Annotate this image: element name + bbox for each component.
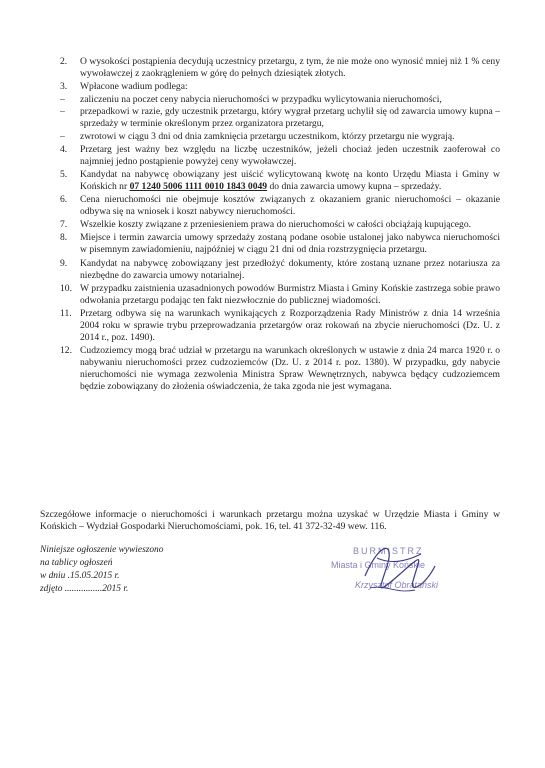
notice-line: na tablicy ogłoszeń xyxy=(40,558,113,568)
conditions-list xyxy=(60,56,500,395)
contact-information: Szczegółowe informacje o nieruchomości i warunkach przetargu można uzyskać w Urzędzie Miasta i Gminy w Końskich – Wydział Gospodarki Nieruchomościami, pok. 16, tel. 41 372-32-49 wew. 116. xyxy=(40,509,500,533)
official-stamp xyxy=(325,536,455,606)
dash-item: – zwrotowi w ciągu 3 dni od dnia zamknięcia przetargu uczestnikom, którzy przetargu nie wygrają. xyxy=(60,130,455,142)
stamp-title: BURMISTRZ xyxy=(353,546,424,556)
list-item: 11. Przetarg odbywa się na warunkach wynikających z Rozporządzenia Rady Ministrów z dnia 14 września 2004 roku w sprawie trybu przeprowadzania przetargów oraz rokowań na zbycie nieruchomości (Dz. U. z 2014 r., poz. 1490). xyxy=(60,307,500,344)
dash-item: – zaliczeniu na poczet ceny nabycia nieruchomości w przypadku wylicytowania nieruchomości, xyxy=(60,94,442,106)
signature-icon xyxy=(325,536,455,606)
list-item: 7. Wszelkie koszty związane z przeniesieniem prawa do nieruchomości w całości obciążają kupującego. xyxy=(60,219,472,231)
list-item: 9. Kandydat na nabywcę zobowiązany jest przedłożyć dokumenty, które zostaną uznane przez notariusza za niezbędne do zawarcia umowy notarialnej. xyxy=(60,257,500,281)
list-item: 2. O wysokości postąpienia decydują uczestnicy przetargu, z tym, że nie może ono wynosić mniej niż 1 % ceny wywoławczej z zaokrągleniem w górę do pełnych dziesiątek złotych. xyxy=(60,56,500,80)
list-item: 12. Cudzoziemcy mogą brać udział w przetargu na warunkach określonych w ustawie z dnia 24 marca 1920 r. o nabywaniu nieruchomości przez cudzoziemców (Dz. U. z 2014 r. poz. 1380). W przypadku, gdy nabycie nieruchomości nie wymaga zezwolenia Ministra Spraw Wewnętrznych, nabywca będący cudzoziemcem będzie zobowiązany do złożenia oświadczenia, że taka zgoda nie jest wymagana. xyxy=(60,345,500,393)
wadium-dash-list xyxy=(60,94,500,142)
posting-notice xyxy=(40,544,163,596)
notice-line: Niniejsze ogłoszenie wywieszono xyxy=(40,545,164,555)
bank-account-number: 07 1240 5006 1111 0010 1843 0049 xyxy=(129,180,268,192)
list-item: 6. Cena nieruchomości nie obejmuje kosztów związanych z okazaniem granic nieruchomości – okazanie odbywa się na wniosek i koszt nabywcy nieruchomości. xyxy=(60,194,500,218)
list-item: 10. W przypadku zaistnienia uzasadnionych powodów Burmistrz Miasta i Gminy Końskie zastrzega sobie prawo odwołania przetargu podając ten fakt niezwłocznie do publicznej wiadomości. xyxy=(60,282,500,306)
stamp-office: Miasta i Gminy Końskie xyxy=(331,560,426,570)
stamp-name: Krzysztof Obratański xyxy=(355,580,439,590)
list-item: 8. Miejsce i termin zawarcia umowy sprzedaży zostaną podane osobie ustalonej jako nabywca nieruchomości w pisemnym zawiadomieniu, najpóźniej w ciągu 21 dni od dnia rozstrzygnięcia przetargu. xyxy=(60,232,500,256)
list-item: 5. Kandydat na nabywcę obowiązany jest uiścić wylicytowaną kwotę na konto Urzędu Miasta i Gminy w Końskich nr 07 1240 5006 1111 0010 1843 0049 do dnia zawarcia umowy kupna – sprzedaży. xyxy=(60,168,500,192)
notice-line: w dniu .15.05.2015 r. xyxy=(40,571,120,581)
dash-item: – przepadkowi w razie, gdy uczestnik przetargu, który wygrał przetarg uchylił się od zawarcia umowy kupna – sprzedaży w terminie określonym przez organizatora przetargu, xyxy=(60,106,500,130)
list-item: 4. Przetarg jest ważny bez względu na liczbę uczestników, jeżeli chociaż jeden uczestnik zaoferował co najmniej jedno postąpienie powyżej ceny wywoławczej. xyxy=(60,143,500,167)
list-item: 3. Wpłacone wadium podlega: xyxy=(60,81,188,93)
notice-line: zdjęto ................2015 r. xyxy=(40,584,129,594)
